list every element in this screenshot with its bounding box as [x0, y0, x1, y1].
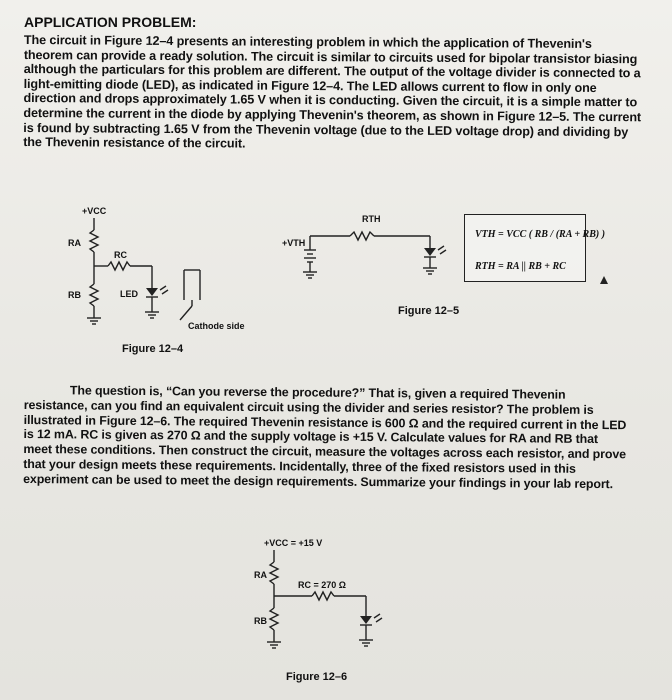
fig124-rc-label: RC	[114, 250, 127, 260]
rth-equation: RTH = RA || RB + RC	[475, 261, 566, 272]
question-paragraph: The question is, “Can you reverse the procedure?” That is, given a required Thevenin resistance, can you find an equivalent circuit using the divider and series resistor? The problem is illustrated in Figure 12–6. The required Thevenin resistance is 600 Ω and the required current in the LED is 12 mA. RC is given as 270 Ω and the supply voltage is +15 V. Calculate values for RA and RB that meet these conditions. Then construct the circuit, measure the voltages across each resistor, and prove that your design meets these requirements. Incidentally, three of the fixed resistors used in this experiment can be used to meet the design requirements. Summarize your findings in your lab report.	[23, 383, 627, 491]
fig124-caption: Figure 12–4	[122, 343, 184, 355]
fig125-caption: Figure 12–5	[398, 305, 460, 317]
figure-12-4-circuit	[60, 200, 260, 360]
fig124-ra-label: RA	[68, 238, 81, 248]
fig124-vcc-label: +VCC	[82, 206, 107, 216]
figure-12-6-circuit	[240, 532, 420, 692]
fig125-vth-label: +VTH	[282, 238, 306, 248]
section-heading: APPLICATION PROBLEM:	[24, 14, 197, 30]
figure-12-5-circuit	[280, 210, 470, 320]
fig126-rb-label: RB	[254, 616, 267, 626]
thevenin-equations-box	[464, 214, 606, 282]
fig124-led-label: LED	[120, 289, 138, 299]
fig126-ra-label: RA	[254, 570, 267, 580]
mouse-cursor-icon	[600, 276, 608, 284]
intro-paragraph: The circuit in Figure 12–4 presents an interesting problem in which the application of Thevenin's theorem can provide a ready solution. The circuit is similar to circuits used for bipolar transistor biasing although the particulars for this problem are different. The output of the voltage divider is connected to a light-emitting diode (LED), as indicated in Figure 12–4. The LED allows current to flow in only one direction and drops approximately 1.65 V when it is conducting. Given the circuit, it is a simple matter to determine the current in the diode by applying Thevenin's theorem, as shown in Figure 12–5. The current is found by subtracting 1.65 V from the Thevenin voltage (due to the LED voltage drop) and dividing by the Thevenin resistance of the circuit.	[23, 33, 642, 151]
fig125-rth-label: RTH	[362, 214, 381, 224]
fig126-vcc-label: +VCC = +15 V	[264, 538, 323, 548]
fig124-rb-label: RB	[68, 290, 81, 300]
fig124-cathode-label: Cathode side	[188, 321, 245, 331]
fig126-rc-label: RC = 270 Ω	[298, 580, 346, 590]
fig126-caption: Figure 12–6	[286, 671, 348, 683]
vth-equation: VTH = VCC ( RB / (RA + RB) )	[475, 229, 606, 240]
